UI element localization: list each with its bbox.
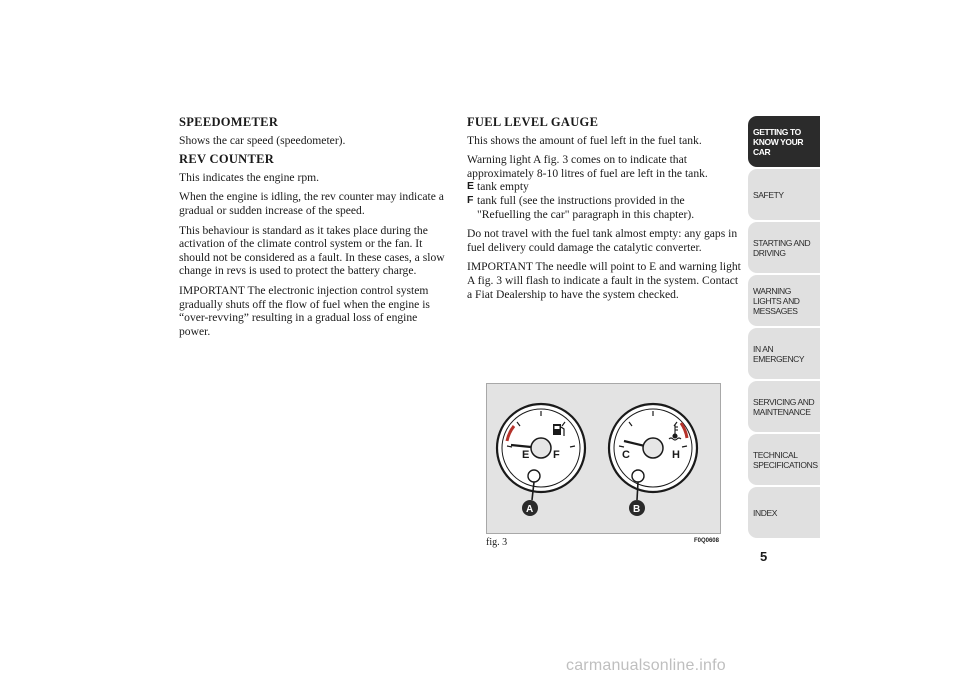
figure-caption [486, 537, 721, 549]
list-item-key: E [467, 180, 475, 193]
list-item-key: F [467, 193, 474, 206]
tab-index[interactable] [748, 487, 820, 538]
tab-warning-lights-and-messages[interactable] [748, 275, 820, 326]
fuel-paragraph-1: This shows the amount of fuel left in the fuel tank. [467, 133, 702, 147]
rev-counter-heading: REV COUNTER [179, 152, 275, 167]
fuel-paragraph-4: IMPORTANT The needle will point to E and warning light A fig. 3 will flash to indicate a fault in the system. Contact a Fiat Dealership to have the system checked. [467, 260, 741, 301]
tab-starting-and-driving[interactable] [748, 222, 820, 273]
gauge-illustration [487, 384, 720, 533]
gauge-figure [486, 383, 721, 534]
rev-paragraph-3: This behaviour is standard as it takes place during the activation of the climate control system or the fan. It should not be considered as a fault. In these cases, a slow change in revs is used to protect the battery charge. [179, 223, 445, 278]
fuel-paragraph-2: Warning light A fig. 3 comes on to indicate that approximately 8-10 litres of fuel are left in the tank. [467, 153, 708, 180]
temperature-warning-light [632, 470, 644, 482]
callout-a: A [526, 504, 534, 515]
fuel-paragraph-3: Do not travel with the fuel tank almost empty: any gaps in fuel delivery could damage the catalytic converter. [467, 227, 738, 254]
page-number: 5 [760, 549, 768, 564]
rev-paragraph-1: This indicates the engine rpm. [179, 170, 320, 184]
watermark: carmanualsonline.info [566, 657, 726, 674]
rev-paragraph-2: When the engine is idling, the rev counter may indicate a gradual or sudden increase of the speed. [179, 190, 444, 217]
list-item [467, 194, 741, 221]
speedometer-heading: SPEEDOMETER [179, 115, 279, 129]
tab-label: GETTING TO KNOW YOUR CAR [753, 126, 804, 157]
tab-label: WARNING LIGHTS AND MESSAGES [753, 285, 800, 316]
chapter-sidebar [748, 116, 820, 540]
figure-code: F0Q0608 [693, 538, 719, 544]
callout-b: B [633, 504, 641, 515]
left-column [179, 116, 451, 344]
fuel-gauge-heading: FUEL LEVEL GAUGE [467, 115, 599, 129]
figure-caption-text: fig. 3 [486, 537, 508, 548]
tab-servicing-and-maintenance[interactable] [748, 381, 820, 432]
tab-label: IN AN EMERGENCY [753, 343, 805, 364]
tab-label: STARTING AND DRIVING [753, 237, 811, 258]
tab-label: SERVICING AND MAINTENANCE [753, 396, 815, 417]
tab-technical-specifications[interactable] [748, 434, 820, 485]
list-item-text: tank full (see the instructions provided in the "Refuelling the car" paragraph in this chapter). [477, 193, 695, 221]
fuel-full-label: F [553, 449, 560, 461]
rev-paragraph-4: IMPORTANT The electronic injection control system gradually shuts off the flow of fuel when the engine is “over-revving” resulting in a gradual loss of engine power. [179, 283, 430, 338]
tab-label: TECHNICAL SPECIFICATIONS [753, 449, 818, 470]
tab-label: INDEX [753, 507, 777, 518]
fuel-gauge [497, 404, 585, 516]
tab-safety[interactable] [748, 169, 820, 220]
tab-label: SAFETY [753, 189, 784, 200]
fuel-warning-light [528, 470, 540, 482]
temperature-gauge [609, 404, 697, 516]
temperature-hot-label: H [672, 449, 680, 461]
fuel-empty-label: E [522, 449, 530, 461]
right-column [467, 116, 741, 307]
tab-getting-to-know-your-car[interactable] [748, 116, 820, 167]
temperature-cold-label: C [622, 449, 630, 461]
list-item-text: tank empty [477, 180, 529, 194]
list-item [467, 180, 741, 194]
speedometer-text: Shows the car speed (speedometer). [179, 133, 346, 147]
tab-in-an-emergency[interactable] [748, 328, 820, 379]
